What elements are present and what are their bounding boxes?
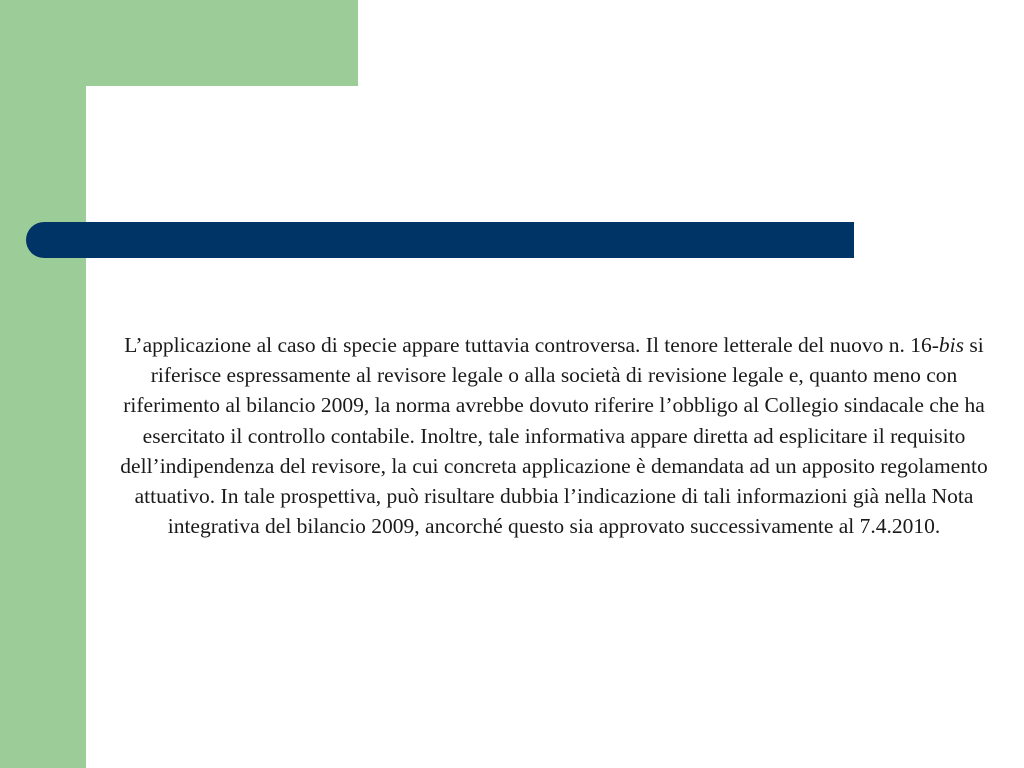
decorative-green-top-band: [0, 0, 358, 86]
body-text-emphasis: bis: [938, 333, 965, 357]
title-accent-bar: [26, 222, 854, 258]
decorative-green-sidebar: [0, 0, 86, 768]
decorative-rounded-corner: [86, 86, 146, 146]
body-text-part-1: L’applicazione al caso di specie appare tuttavia controversa. Il tenore letterale del nuovo n. 16-: [124, 333, 939, 357]
body-text-part-2: si riferisce espressamente al revisore legale o alla società di revisione legale e, quanto meno con riferimento al bilancio 2009, la norma avrebbe dovuto riferire l’obbligo al Collegio sindacale che ha esercitato il controllo contabile. Inoltre, tale informativa appare diretta ad esplicitare il requisito dell’indipendenza del revisore, la cui concreta applicazione è demandata ad un apposito regolamento attuativo. In tale prospettiva, può risultare dubbia l’indicazione di tali informazioni già nella Nota integrativa del bilancio 2009, ancorché questo sia approvato successivamente al 7.4.2010.: [120, 333, 988, 539]
slide-body-text: [112, 330, 996, 541]
